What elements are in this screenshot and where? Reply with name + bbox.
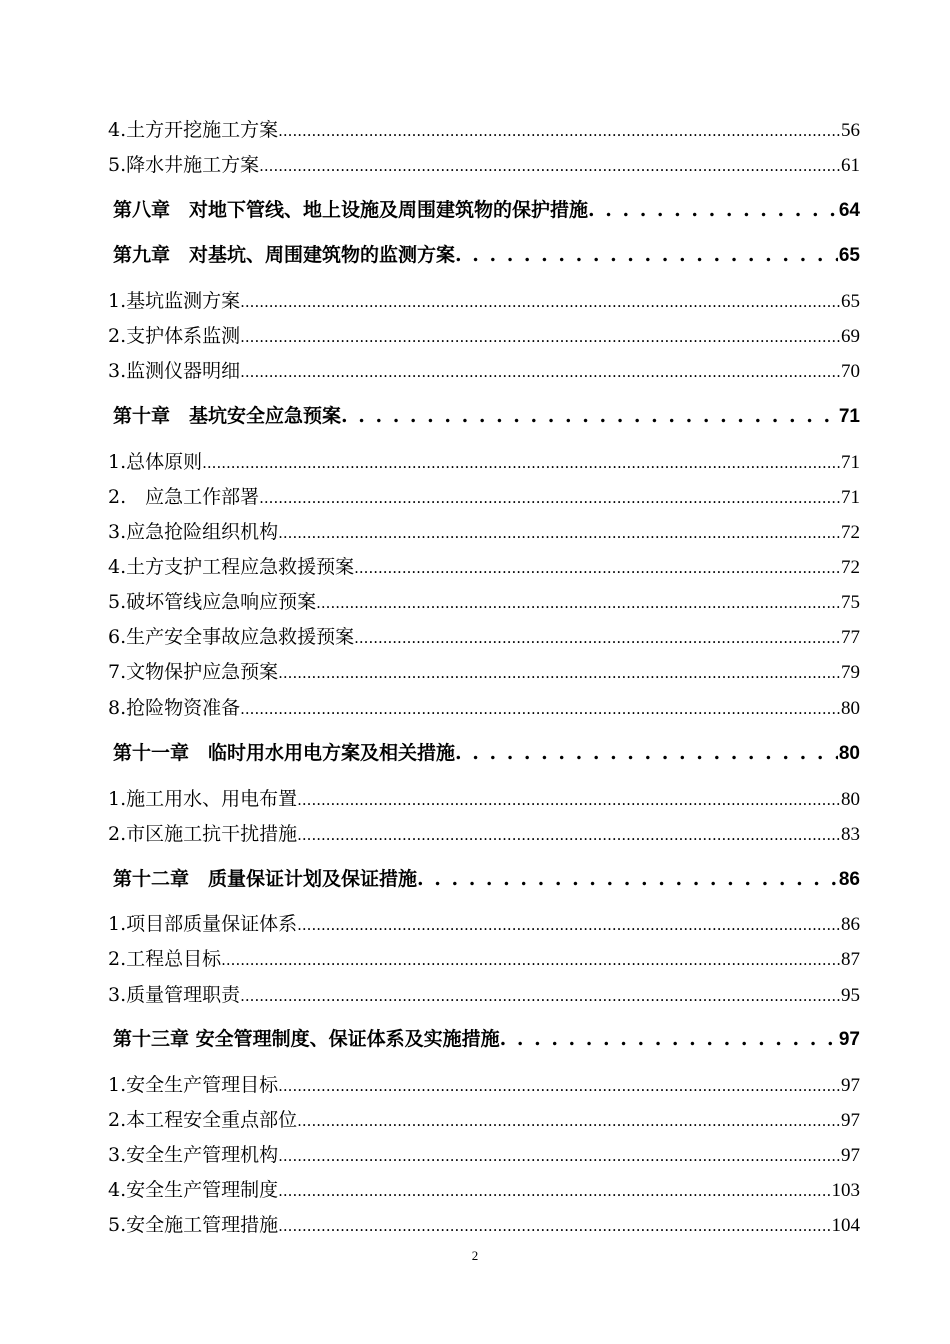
toc-chapter-title: 第十三章 安全管理制度、保证体系及实施措施 [113, 1028, 500, 1050]
toc-page-number: 71 [841, 487, 860, 508]
toc-page-number: 80 [841, 698, 860, 719]
toc-chapter-entry[interactable] [113, 1024, 860, 1051]
toc-chapter-entry[interactable] [113, 195, 860, 222]
toc-entry[interactable] [108, 150, 860, 177]
toc-entry[interactable] [108, 1140, 860, 1167]
toc-entry-title: 1.施工用水、用电布置 [108, 788, 298, 810]
toc-entry-title: 1.项目部质量保证体系 [108, 913, 298, 935]
toc-page-number: 95 [841, 985, 860, 1006]
toc-chapter-entry[interactable] [113, 240, 860, 267]
toc-page-number: 87 [841, 949, 860, 970]
toc-entry[interactable] [108, 819, 860, 846]
toc-entry-title: 2. 应急工作部署 [108, 486, 260, 508]
toc-page-number: 103 [831, 1180, 860, 1201]
toc-entry-title: 5.破坏管线应急响应预案 [108, 591, 317, 613]
toc-entry[interactable] [108, 909, 860, 936]
toc-page-number: 64 [838, 200, 860, 221]
toc-entry[interactable] [108, 657, 860, 684]
toc-entry[interactable] [108, 447, 860, 474]
toc-page-number: 104 [831, 1215, 860, 1236]
toc-page-number: 75 [841, 592, 860, 613]
toc-dot-leader [500, 1028, 838, 1050]
toc-entry[interactable] [108, 622, 860, 649]
toc-entry[interactable] [108, 980, 860, 1007]
toc-entry[interactable] [108, 1175, 860, 1202]
toc-entry[interactable] [108, 1105, 860, 1132]
toc-dot-leader [316, 591, 840, 613]
toc-page-number: 86 [838, 869, 860, 890]
toc-entry[interactable] [108, 587, 860, 614]
toc-page-number: 97 [841, 1145, 860, 1166]
toc-dot-leader [354, 556, 840, 578]
toc-chapter-entry[interactable] [113, 864, 860, 891]
toc-entry[interactable] [108, 517, 860, 544]
toc-page-number: 79 [841, 662, 860, 683]
toc-dot-leader [259, 154, 840, 176]
toc-dot-leader [259, 486, 840, 508]
toc-dot-leader [455, 244, 838, 266]
toc-page-number: 77 [841, 627, 860, 648]
toc-entry-title: 5.降水井施工方案 [108, 154, 260, 176]
toc-entry-title: 4.安全生产管理制度 [108, 1179, 279, 1201]
toc-entry[interactable] [108, 1070, 860, 1097]
toc-dot-leader [278, 1144, 840, 1166]
toc-entry-title: 7.文物保护应急预案 [108, 661, 279, 683]
toc-entry-title: 1.基坑监测方案 [108, 290, 241, 312]
toc-entry-title: 4.土方支护工程应急救援预案 [108, 556, 355, 578]
toc-page-number: 83 [841, 824, 860, 845]
toc-chapter-title: 第九章 对基坑、周围建筑物的监测方案 [113, 244, 456, 266]
toc-entry-title: 2.工程总目标 [108, 948, 222, 970]
toc-entry-title: 2.本工程安全重点部位 [108, 1109, 298, 1131]
toc-entry-title: 5.安全施工管理措施 [108, 1214, 279, 1236]
toc-page-number: 86 [841, 914, 860, 935]
toc-dot-leader [240, 325, 840, 347]
toc-dot-leader [240, 984, 840, 1006]
toc-page-number: 72 [841, 557, 860, 578]
toc-dot-leader [297, 913, 840, 935]
toc-dot-leader [297, 823, 840, 845]
toc-page-number: 97 [841, 1110, 860, 1131]
toc-page-number: 71 [838, 406, 860, 427]
toc-dot-leader [240, 697, 840, 719]
toc-dot-leader [278, 1214, 830, 1236]
toc-entry[interactable] [108, 1210, 860, 1237]
toc-dot-leader [341, 405, 838, 427]
toc-entry[interactable] [108, 115, 860, 142]
toc-page-number: 69 [841, 326, 860, 347]
toc-page-number: 80 [838, 743, 860, 764]
toc-dot-leader [417, 868, 838, 890]
toc-dot-leader [278, 521, 840, 543]
toc-entry-title: 1.安全生产管理目标 [108, 1074, 279, 1096]
toc-dot-leader [588, 199, 838, 221]
toc-page-number: 65 [838, 245, 860, 266]
toc-entry-title: 3.应急抢险组织机构 [108, 521, 279, 543]
toc-chapter-entry[interactable] [113, 738, 860, 765]
toc-entry-title: 2.市区施工抗干扰措施 [108, 823, 298, 845]
toc-entry[interactable] [108, 784, 860, 811]
toc-dot-leader [278, 1179, 830, 1201]
toc-dot-leader [278, 119, 840, 141]
toc-entry[interactable] [108, 693, 860, 720]
toc-entry[interactable] [108, 944, 860, 971]
toc-page-number: 72 [841, 522, 860, 543]
toc-dot-leader [297, 1109, 840, 1131]
toc-chapter-title: 第八章 对地下管线、地上设施及周围建筑物的保护措施 [113, 199, 589, 221]
toc-dot-leader [278, 661, 840, 683]
toc-page-number: 71 [841, 452, 860, 473]
toc-dot-leader [455, 742, 838, 764]
toc-page-number: 65 [841, 291, 860, 312]
toc-dot-leader [221, 948, 840, 970]
page-footer-number: 2 [471, 1248, 479, 1263]
toc-entry-title: 3.质量管理职责 [108, 984, 241, 1006]
toc-entry-title: 4.土方开挖施工方案 [108, 119, 279, 141]
toc-entry-title: 3.监测仪器明细 [108, 360, 241, 382]
toc-page-number: 61 [841, 155, 860, 176]
toc-entry[interactable] [108, 356, 860, 383]
toc-entry[interactable] [108, 321, 860, 348]
toc-chapter-entry[interactable] [113, 401, 860, 428]
toc-page-number: 56 [841, 120, 860, 141]
toc-dot-leader [240, 290, 840, 312]
toc-dot-leader [240, 360, 840, 382]
toc-entry-title: 3.安全生产管理机构 [108, 1144, 279, 1166]
toc-chapter-title: 第十二章 质量保证计划及保证措施 [113, 868, 418, 890]
toc-entry-title: 8.抢险物资准备 [108, 697, 241, 719]
toc-entry[interactable] [108, 286, 860, 313]
toc-entry-title: 6.生产安全事故应急救援预案 [108, 626, 355, 648]
toc-page-number: 80 [841, 789, 860, 810]
toc-page-number: 70 [841, 361, 860, 382]
toc-entry-title: 1.总体原则 [108, 451, 203, 473]
toc-page-number: 97 [841, 1075, 860, 1096]
toc-dot-leader [297, 788, 840, 810]
toc-chapter-title: 第十一章 临时用水用电方案及相关措施 [113, 742, 456, 764]
toc-dot-leader [354, 626, 840, 648]
toc-entry[interactable] [108, 482, 860, 509]
toc-entry[interactable] [108, 552, 860, 579]
toc-entry-title: 2.支护体系监测 [108, 325, 241, 347]
toc-dot-leader [278, 1074, 840, 1096]
toc-chapter-title: 第十章 基坑安全应急预案 [113, 405, 342, 427]
toc-page-number: 97 [838, 1029, 860, 1050]
toc-dot-leader [202, 451, 840, 473]
